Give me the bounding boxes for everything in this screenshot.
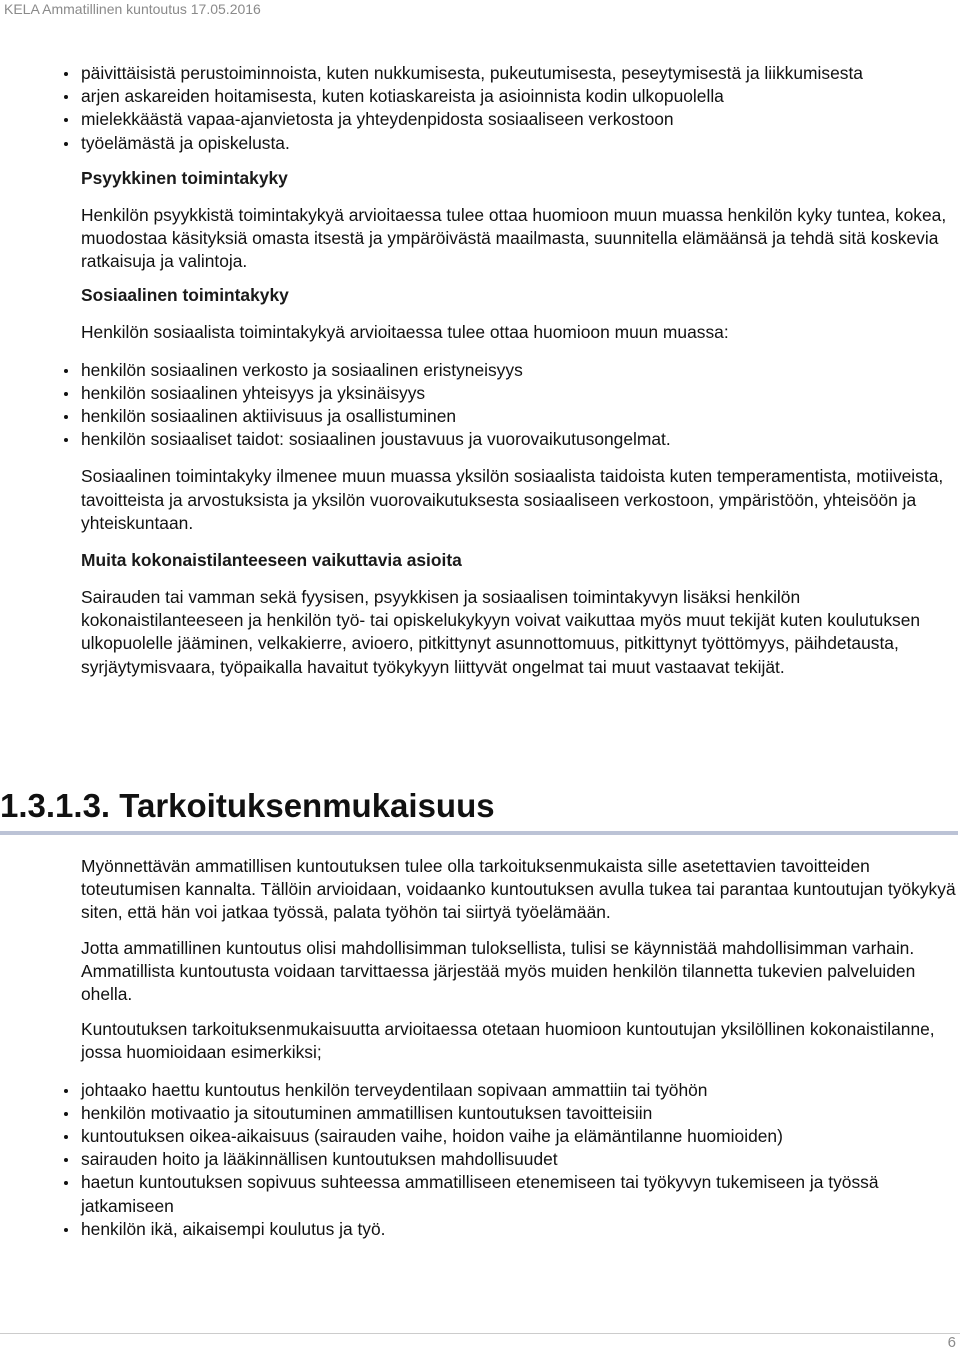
section-title: 1.3.1.3. Tarkoituksenmukaisuus (0, 787, 495, 824)
list-item: henkilön ikä, aikaisempi koulutus ja työ. (41, 1218, 960, 1241)
footer-divider (0, 1333, 960, 1334)
list-item: kuntoutuksen oikea-aikaisuus (sairauden vaihe, hoidon vaihe ja elämäntilanne huomioiden) (41, 1125, 960, 1148)
tarkoitus-paragraph-1: Myönnettävän ammatillisen kuntoutuksen tulee olla tarkoituksenmukaista sille asetettavien tavoitteiden toteutumisen kannalta. Tällöin arvioidaan, voidaanko kuntoutuksen avulla tukea tai parantaa kuntoutujan työkykyä siten, että hän voi jatkaa työssä, palata työhön tai siirtyä työelämään. (81, 856, 956, 923)
tarkoitus-paragraph-3: Kuntoutuksen tarkoituksenmukaisuutta arvioitaessa otetaan huomioon kuntoutujan yksilöllinen kokonaistilanne, jossa huomioidaan esimerkiksi; (81, 1019, 935, 1063)
daily-activities-list (41, 62, 960, 155)
sosiaalinen-heading: Sosiaalinen toimintakyky (81, 285, 289, 306)
list-item: mielekkäästä vapaa-ajanvietosta ja yhteydenpidosta sosiaaliseen verkostoon (41, 108, 960, 131)
assessment-criteria-list (41, 1079, 960, 1241)
list-item: päivittäisistä perustoiminnoista, kuten nukkumisesta, pukeutumisesta, peseytymisestä ja liikkumisesta (41, 62, 960, 85)
sosiaalinen-paragraph: Sosiaalinen toimintakyky ilmenee muun muassa yksilön sosiaalista taidoista kuten temperamentista, motiiveista, tavoitteista ja arvostuksista ja yksilön vuorovaikutuksesta sosiaaliseen verkostoon, ympäristöön, yhteisöön ja yhteiskuntaan. (81, 466, 944, 533)
sosiaalinen-intro: Henkilön sosiaalista toimintakykyä arvioitaessa tulee ottaa huomioon muun muassa: (81, 322, 729, 343)
page-number: 6 (947, 1334, 956, 1351)
list-item: työelämästä ja opiskelusta. (41, 132, 960, 155)
list-item: henkilön sosiaalinen verkosto ja sosiaalinen eristyneisyys (41, 359, 960, 382)
list-item: haetun kuntoutuksen sopivuus suhteessa ammatilliseen etenemiseen tai työkyvyn tukemiseen ja työssä jatkamiseen (41, 1171, 960, 1217)
section-title-block (0, 784, 958, 835)
muita-paragraph: Sairauden tai vamman sekä fyysisen, psyykkisen ja sosiaalisen toimintakyvyn lisäksi henkilön kokonaistilanteeseen ja henkilön työ- tai opiskelukykyyn voivat vaikuttaa myös muut tekijät kuten koulutuksen ulkopuolelle jääminen, velkakierre, avioero, pitkittynyt asunnottomuus, pitkittynyt työttömyys, päihdetausta, syrjäytymisvaara, työpaikalla havaitut työkykyyn liittyvät ongelmat tai muut vastaavat tekijät. (81, 587, 921, 677)
muita-heading: Muita kokonaistilanteeseen vaikuttavia asioita (81, 550, 462, 571)
section-divider (0, 831, 958, 835)
list-item: sairauden hoito ja lääkinnällisen kuntoutuksen mahdollisuudet (41, 1148, 960, 1171)
list-item: henkilön sosiaalinen yhteisyys ja yksinäisyys (41, 382, 960, 405)
psyykkinen-heading: Psyykkinen toimintakyky (81, 167, 288, 188)
social-factors-list (41, 359, 960, 452)
upper-content (81, 62, 960, 679)
psyykkinen-paragraph: Henkilön psyykkistä toimintakykyä arvioitaessa tulee ottaa huomioon muun muassa henkilön kyky tuntea, kokea, muodostaa käsityksiä omasta itsestä ja ympäröivästä maailmasta, suunnitella elämäänsä ja tehdä sitä koskevia ratkaisuja ja valintoja. (81, 204, 947, 272)
list-item: henkilön sosiaalinen aktiivisuus ja osallistuminen (41, 405, 960, 428)
list-item: johtaako haettu kuntoutus henkilön terveydentilaan sopivaan ammattiin tai työhön (41, 1079, 960, 1102)
lower-content (81, 855, 960, 1241)
list-item: arjen askareiden hoitamisesta, kuten kotiaskareista ja asioinnista kodin ulkopuolella (41, 85, 960, 108)
list-item: henkilön sosiaaliset taidot: sosiaalinen joustavuus ja vuorovaikutusongelmat. (41, 428, 960, 451)
running-header: KELA Ammatillinen kuntoutus 17.05.2016 (4, 1, 261, 17)
list-item: henkilön motivaatio ja sitoutuminen ammatillisen kuntoutuksen tavoitteisiin (41, 1102, 960, 1125)
tarkoitus-paragraph-2: Jotta ammatillinen kuntoutus olisi mahdollisimman tuloksellista, tulisi se käynnistää mahdollisimman varhain. Ammatillista kuntoutusta voidaan tarvittaessa järjestää myös muiden henkilön tilannetta tukevien palveluiden ohella. (81, 937, 916, 1005)
